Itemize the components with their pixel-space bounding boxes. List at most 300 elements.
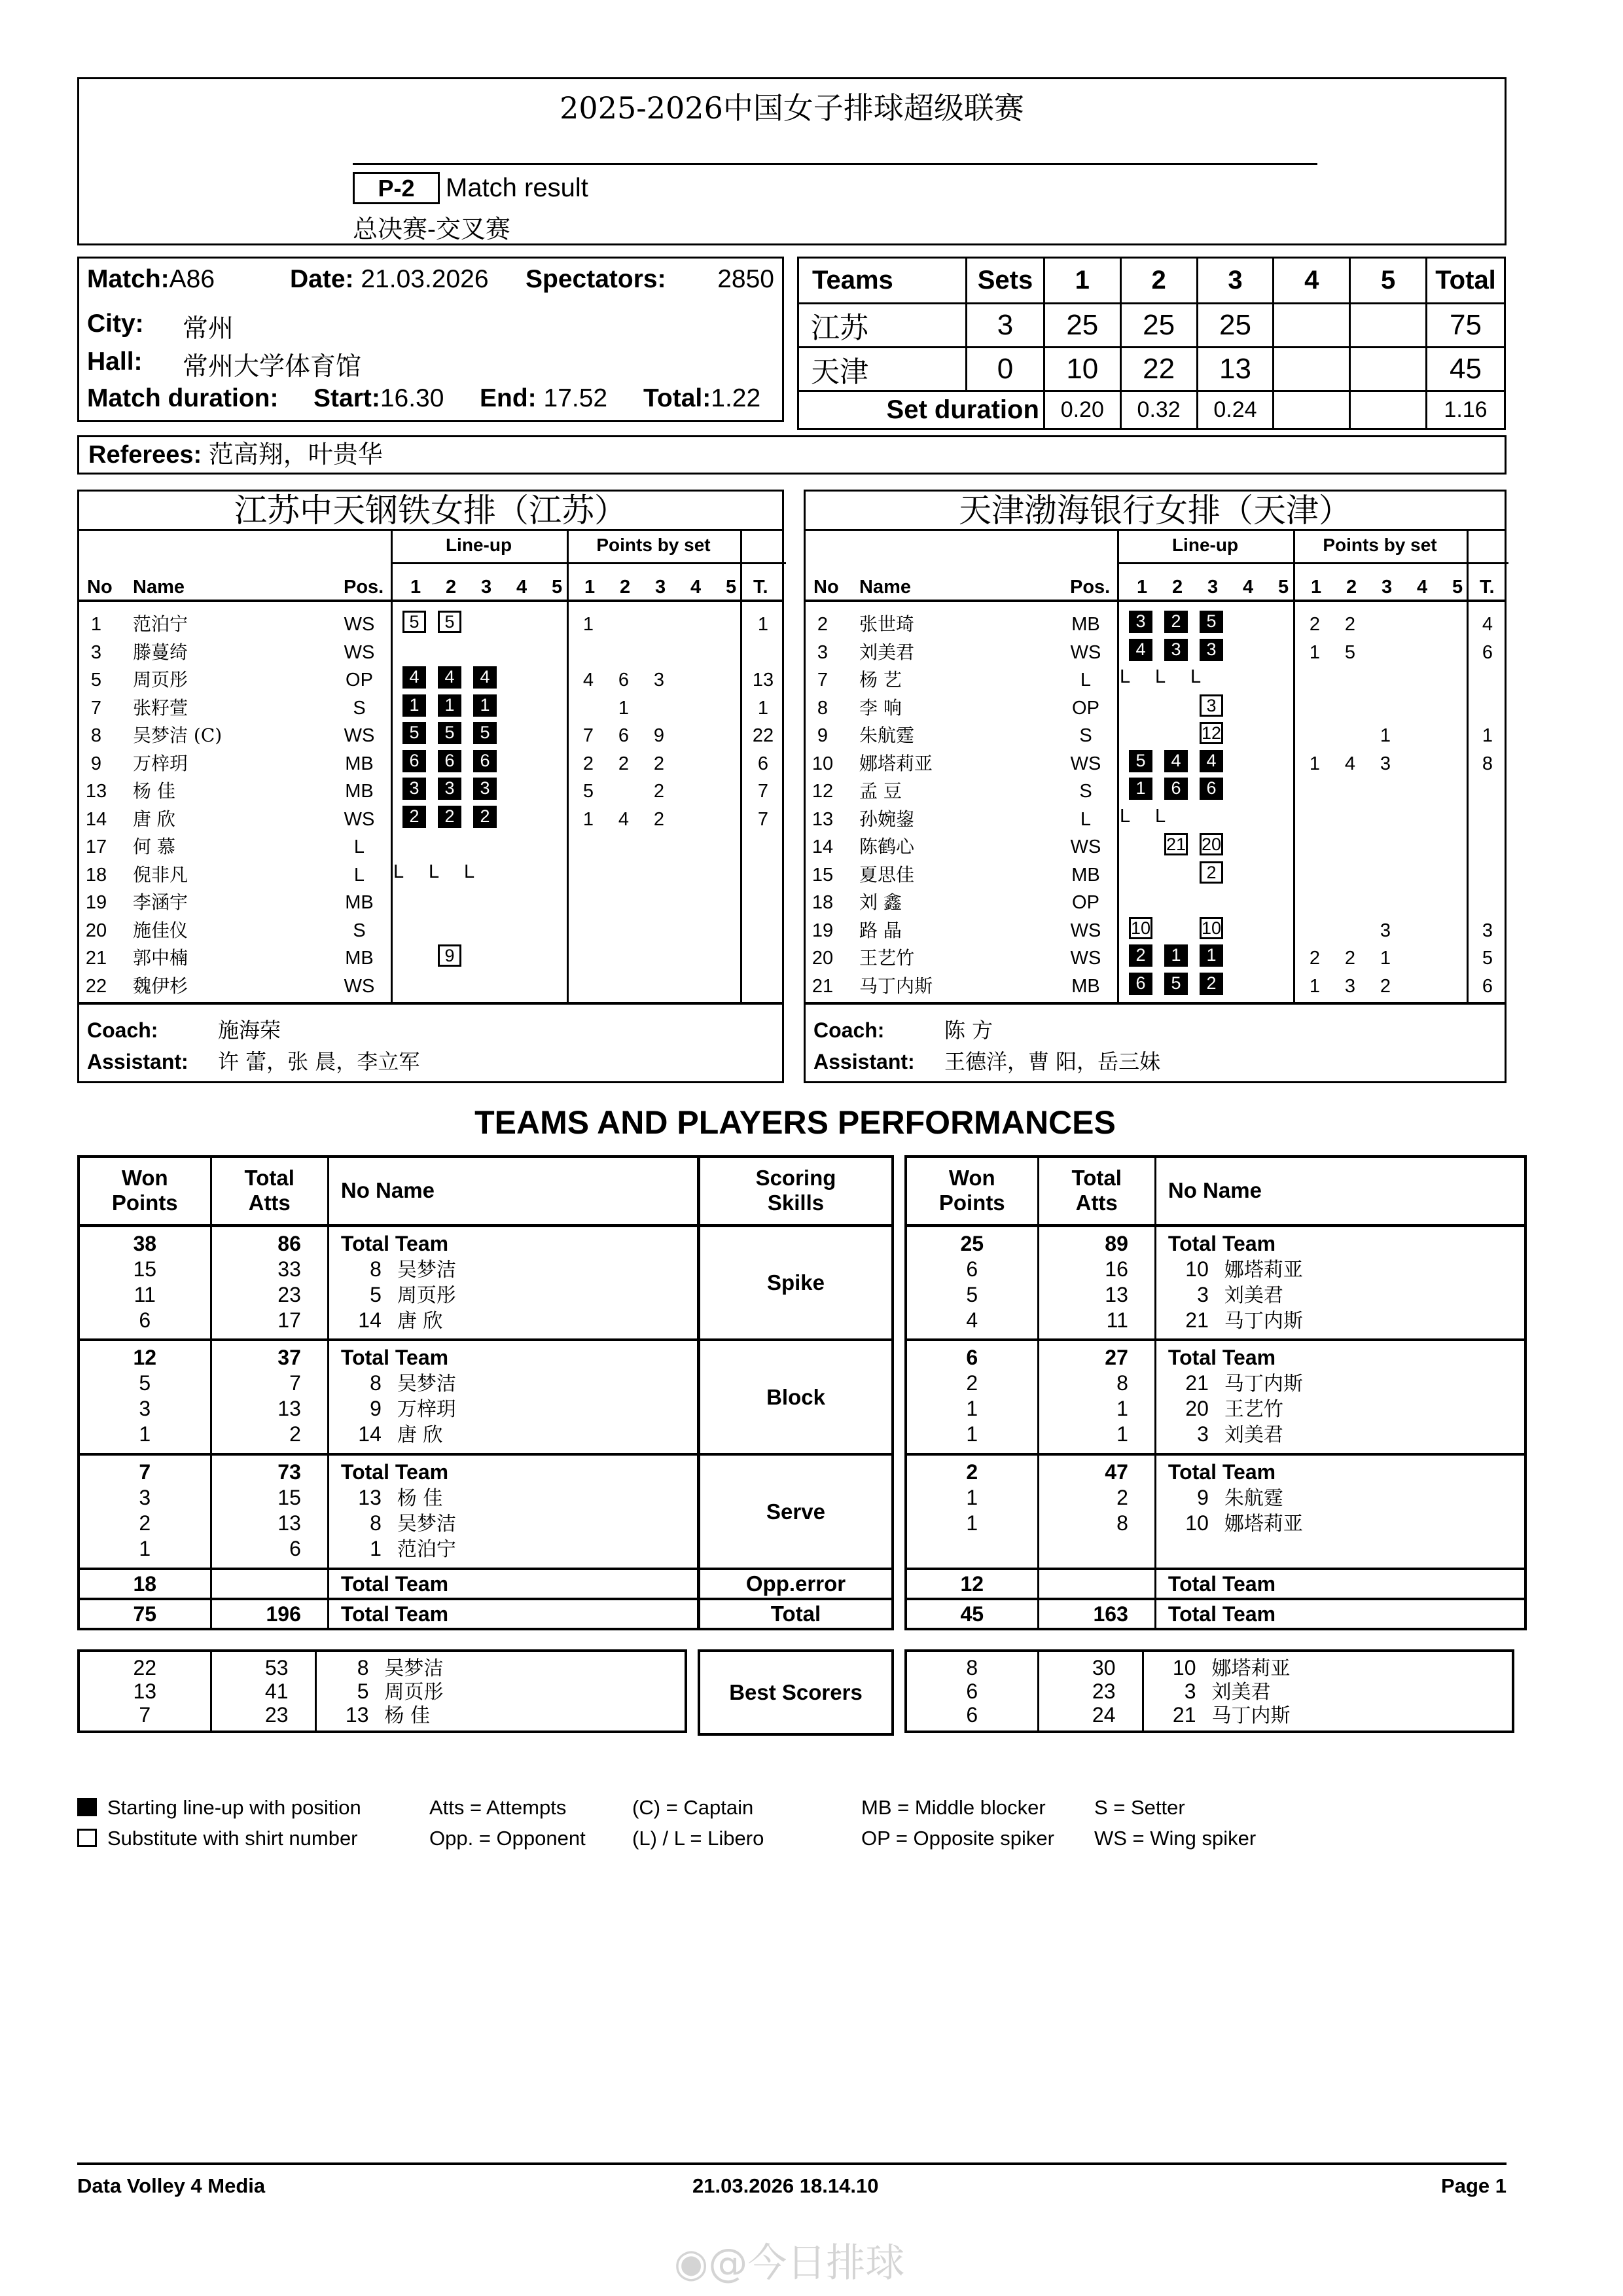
player-row bbox=[79, 833, 786, 861]
hall-value: 常州大学体育馆 bbox=[183, 352, 362, 382]
set-points: 3 bbox=[653, 670, 665, 691]
player-name: 杨 佳 bbox=[397, 1487, 443, 1510]
match-info-panel bbox=[77, 257, 784, 422]
player-number: 8 bbox=[370, 1511, 382, 1535]
total-team-label: Total Team bbox=[1168, 1460, 1276, 1484]
total-row bbox=[79, 1599, 698, 1629]
set-points: 2 bbox=[653, 781, 665, 802]
team-won-points: 18 bbox=[79, 1569, 211, 1599]
set1-header: 1 bbox=[1044, 258, 1120, 304]
player-number: 18 bbox=[812, 892, 834, 913]
player-name: 唐 欣 bbox=[397, 1309, 443, 1333]
scorer-total-atts: 53 bbox=[264, 1656, 289, 1679]
lineup-set-header: 5 bbox=[1278, 577, 1289, 598]
scorer-name: 吴梦洁 bbox=[384, 1657, 444, 1680]
player-name: 周页彤 bbox=[397, 1283, 456, 1307]
starting-position-box: 4 bbox=[473, 666, 497, 689]
player-total-points: 7 bbox=[757, 808, 769, 830]
player-number: 14 bbox=[358, 1308, 382, 1332]
legend-captain: (C) = Captain bbox=[632, 1796, 754, 1819]
set-points: 2 bbox=[582, 753, 594, 774]
away-team-roster bbox=[804, 490, 1507, 1083]
scorer-entry bbox=[329, 1656, 685, 1679]
player-number: 17 bbox=[85, 836, 107, 857]
team-total-atts: 47 bbox=[1105, 1460, 1128, 1484]
player-name: 滕蔓绮 bbox=[133, 641, 188, 663]
player-position: OP bbox=[1072, 697, 1099, 719]
player-name: 吴梦洁 bbox=[397, 1372, 456, 1395]
player-number: 20 bbox=[812, 948, 834, 969]
player-entry bbox=[1168, 1308, 1525, 1333]
player-position: WS bbox=[344, 641, 375, 663]
player-entry bbox=[1168, 1282, 1525, 1308]
starting-position-box: 2 bbox=[402, 806, 426, 828]
player-total-points: 3 bbox=[1482, 920, 1493, 941]
player-name: 陈鹤心 bbox=[859, 836, 915, 857]
player-row bbox=[79, 694, 786, 722]
substitute-box: 12 bbox=[1200, 722, 1223, 744]
player-row bbox=[79, 861, 786, 889]
home-team-name: 江苏 bbox=[798, 304, 967, 348]
home-sets: 3 bbox=[967, 304, 1044, 348]
scorer-entry bbox=[1156, 1703, 1512, 1727]
away-set1: 10 bbox=[1044, 348, 1120, 391]
best-scorers-table bbox=[904, 1649, 1514, 1733]
set3-header: 3 bbox=[1197, 258, 1274, 304]
player-row bbox=[806, 639, 1508, 666]
player-number: 20 bbox=[85, 920, 107, 941]
substitute-box: 2 bbox=[1200, 861, 1223, 884]
player-total-atts: 33 bbox=[277, 1257, 301, 1281]
coach-rule bbox=[806, 1002, 1505, 1005]
player-number: 22 bbox=[85, 975, 107, 997]
scorer-won-points: 6 bbox=[966, 1679, 978, 1703]
player-name: 唐 欣 bbox=[397, 1424, 443, 1446]
spike-section bbox=[79, 1225, 698, 1340]
player-total-atts: 1 bbox=[1116, 1422, 1128, 1446]
player-won-points: 15 bbox=[133, 1257, 157, 1281]
scorer-name: 刘美君 bbox=[1211, 1681, 1271, 1704]
player-entry bbox=[1168, 1511, 1525, 1536]
player-total-points: 5 bbox=[1482, 948, 1493, 969]
total-atts-header: Total Atts bbox=[211, 1157, 328, 1225]
player-number: 9 bbox=[1197, 1486, 1209, 1509]
lineup-set-header: 2 bbox=[1172, 577, 1183, 598]
player-position: MB bbox=[1071, 975, 1100, 997]
points-set-header: 5 bbox=[1452, 577, 1463, 598]
player-total-points: 6 bbox=[1482, 641, 1493, 663]
player-name: 娜塔莉亚 bbox=[1224, 1513, 1303, 1535]
player-name: 刘美君 bbox=[859, 641, 915, 663]
player-position: WS bbox=[344, 614, 375, 635]
player-won-points: 2 bbox=[966, 1371, 978, 1395]
player-won-points: 2 bbox=[139, 1511, 151, 1535]
player-name: 唐 欣 bbox=[133, 808, 175, 830]
player-entry bbox=[341, 1371, 698, 1396]
total-value: 1.22 bbox=[711, 384, 761, 412]
lineup-set-header: 5 bbox=[552, 577, 563, 598]
player-row bbox=[806, 666, 1508, 694]
set-points: 4 bbox=[618, 808, 630, 830]
home-set3: 25 bbox=[1197, 304, 1274, 348]
player-entry bbox=[341, 1485, 698, 1511]
player-name: 王艺竹 bbox=[859, 947, 915, 969]
serve-section bbox=[906, 1454, 1525, 1569]
lineup-set-header: 4 bbox=[516, 577, 527, 598]
substitute-box: 21 bbox=[1164, 833, 1188, 855]
player-number: 8 bbox=[817, 697, 829, 719]
opp_error-row bbox=[79, 1569, 698, 1599]
starting-position-box: 4 bbox=[1164, 750, 1188, 772]
player-won-points: 1 bbox=[966, 1511, 978, 1535]
pos-header: Pos. bbox=[1070, 577, 1111, 598]
player-name: 范泊宁 bbox=[397, 1538, 456, 1561]
player-number: 3 bbox=[90, 641, 102, 663]
set-points: 2 bbox=[653, 808, 665, 830]
set-points: 2 bbox=[1309, 948, 1321, 969]
libero-marker: L bbox=[1155, 666, 1166, 687]
team-total-atts: 163 bbox=[1038, 1599, 1155, 1629]
player-position: MB bbox=[1071, 614, 1100, 635]
player-number: 8 bbox=[90, 725, 102, 746]
scoring-skills-header: Scoring Skills bbox=[699, 1157, 893, 1225]
no-header: No bbox=[87, 577, 113, 598]
player-row bbox=[79, 889, 786, 916]
player-row bbox=[806, 722, 1508, 749]
points-set-header: 1 bbox=[1311, 577, 1322, 598]
player-row bbox=[806, 973, 1508, 1000]
watermark-text: @今日排球 bbox=[708, 2240, 905, 2286]
spectators-value: 2850 bbox=[717, 265, 774, 293]
empty-square-icon bbox=[77, 1829, 97, 1847]
coach-rule bbox=[79, 1002, 782, 1005]
player-name: 何 慕 bbox=[133, 836, 175, 857]
set-points: 5 bbox=[582, 781, 594, 802]
set-points: 1 bbox=[618, 697, 630, 719]
substitute-box: 3 bbox=[1200, 694, 1223, 717]
player-row bbox=[79, 778, 786, 805]
player-name: 魏伊杉 bbox=[133, 975, 188, 997]
starting-position-box: 3 bbox=[402, 778, 426, 800]
set-points: 3 bbox=[1344, 975, 1356, 997]
player-name: 杨 艺 bbox=[859, 669, 902, 691]
substitute-box: 5 bbox=[438, 611, 461, 633]
set-points: 3 bbox=[1380, 753, 1391, 774]
city-label: City: bbox=[87, 310, 144, 338]
player-position: S bbox=[1079, 725, 1092, 746]
player-position: MB bbox=[345, 781, 374, 802]
player-name: 张籽萱 bbox=[133, 696, 188, 719]
player-entry bbox=[341, 1536, 698, 1562]
starting-position-box: 3 bbox=[1200, 639, 1223, 661]
player-won-points: 5 bbox=[139, 1371, 151, 1395]
set-points: 6 bbox=[618, 725, 630, 746]
player-entry bbox=[341, 1257, 698, 1282]
player-total-points: 1 bbox=[1482, 725, 1493, 746]
skill-label: Total bbox=[699, 1599, 893, 1629]
weibo-watermark bbox=[674, 2232, 904, 2288]
player-row bbox=[806, 917, 1508, 944]
scorer-entry bbox=[1156, 1679, 1512, 1703]
team-won-points: 45 bbox=[906, 1599, 1038, 1629]
player-row bbox=[806, 944, 1508, 972]
player-entry bbox=[341, 1396, 698, 1422]
set-points: 2 bbox=[1380, 975, 1391, 997]
set4-header: 4 bbox=[1274, 258, 1350, 304]
scorer-total-atts: 23 bbox=[264, 1703, 289, 1727]
set2-header: 2 bbox=[1120, 258, 1197, 304]
player-name: 孟 豆 bbox=[859, 780, 902, 802]
player-total-points: 8 bbox=[1482, 753, 1493, 774]
legend-atts: Atts = Attempts bbox=[429, 1796, 567, 1819]
player-number: 2 bbox=[817, 614, 829, 635]
total-duration: 1.16 bbox=[1427, 391, 1505, 429]
away-team-name: 天津 bbox=[798, 348, 967, 391]
total-team-label: Total Team bbox=[340, 1346, 449, 1369]
legend-s: S = Setter bbox=[1094, 1796, 1185, 1819]
player-name: 马丁内斯 bbox=[1224, 1309, 1303, 1333]
legend-ws: WS = Wing spiker bbox=[1094, 1827, 1257, 1850]
player-name: 吴梦洁 (C) bbox=[133, 725, 223, 746]
starting-position-box: 4 bbox=[1129, 639, 1152, 661]
date-label: Date: bbox=[290, 265, 354, 293]
home-set1: 25 bbox=[1044, 304, 1120, 348]
substitute-box: 10 bbox=[1129, 917, 1152, 939]
total-atts-header: Total Atts bbox=[1038, 1157, 1155, 1225]
player-total-atts: 13 bbox=[1105, 1282, 1128, 1306]
assistant-names: 许 蕾，张 晨，李立军 bbox=[218, 1049, 420, 1074]
player-total-points: 6 bbox=[757, 753, 769, 774]
header-rule bbox=[353, 163, 1317, 165]
total-team-label: Total Team bbox=[1168, 1231, 1276, 1255]
home-set5 bbox=[1350, 304, 1427, 348]
best-scorers-label: Best Scorers bbox=[698, 1649, 894, 1736]
player-total-atts: 7 bbox=[289, 1371, 301, 1395]
starting-position-box: 1 bbox=[1129, 778, 1152, 800]
player-name: 朱航霆 bbox=[859, 725, 915, 746]
legend-op: OP = Opposite spiker bbox=[861, 1827, 1054, 1850]
starting-position-box: 5 bbox=[402, 722, 426, 744]
scorer-entry bbox=[1156, 1656, 1512, 1679]
home-total: 75 bbox=[1427, 304, 1505, 348]
group-header-rule bbox=[391, 562, 786, 564]
points-by-set-header: Points by set bbox=[1323, 535, 1437, 555]
player-row bbox=[79, 639, 786, 666]
player-number: 21 bbox=[85, 948, 107, 969]
set-points: 3 bbox=[1380, 920, 1391, 941]
lineup-header: Line-up bbox=[445, 535, 512, 555]
player-number: 3 bbox=[817, 641, 829, 663]
performance-table bbox=[904, 1155, 1527, 1630]
home-set4 bbox=[1274, 304, 1350, 348]
set-score-table bbox=[797, 257, 1506, 430]
column-header-rule bbox=[806, 600, 1505, 602]
player-number: 12 bbox=[812, 781, 834, 802]
coach-name: 施海荣 bbox=[218, 1018, 281, 1043]
starting-position-box: 3 bbox=[473, 778, 497, 800]
lineup-set-header: 3 bbox=[481, 577, 492, 598]
scorer-number: 10 bbox=[1172, 1656, 1196, 1679]
player-row bbox=[806, 694, 1508, 722]
team-won-points: 25 bbox=[960, 1231, 984, 1255]
player-entry bbox=[1168, 1422, 1525, 1447]
player-won-points: 1 bbox=[139, 1422, 151, 1446]
set-points: 1 bbox=[1380, 725, 1391, 746]
scorer-won-points: 22 bbox=[133, 1656, 157, 1679]
player-entry bbox=[341, 1308, 698, 1333]
team-total-atts bbox=[1038, 1569, 1155, 1599]
player-row bbox=[79, 973, 786, 1000]
home-set2: 25 bbox=[1120, 304, 1197, 348]
player-name: 李 响 bbox=[859, 696, 902, 719]
team-total-atts: 196 bbox=[211, 1599, 328, 1629]
player-position: WS bbox=[1070, 641, 1101, 663]
scorer-won-points: 8 bbox=[966, 1656, 978, 1679]
team-won-points: 75 bbox=[79, 1599, 211, 1629]
player-name: 张世琦 bbox=[859, 613, 915, 635]
team-total-atts bbox=[211, 1569, 328, 1599]
player-total-atts: 13 bbox=[277, 1511, 301, 1535]
player-number: 19 bbox=[85, 892, 107, 913]
player-name: 马丁内斯 bbox=[859, 975, 933, 997]
player-position: WS bbox=[1070, 753, 1101, 774]
starting-position-box: 2 bbox=[1129, 944, 1152, 967]
home-team-roster bbox=[77, 490, 784, 1083]
skill-label: Spike bbox=[699, 1225, 893, 1340]
set-points: 2 bbox=[1344, 614, 1356, 635]
player-total-atts: 13 bbox=[277, 1397, 301, 1420]
lineup-set-header: 1 bbox=[1137, 577, 1148, 598]
lineup-set-header: 4 bbox=[1243, 577, 1254, 598]
set-points: 1 bbox=[1309, 641, 1321, 663]
skill-label: Block bbox=[699, 1340, 893, 1454]
player-position: WS bbox=[1070, 948, 1101, 969]
player-total-atts: 16 bbox=[1105, 1257, 1128, 1281]
team-won-points: 12 bbox=[133, 1346, 157, 1369]
total-points-header: T. bbox=[1480, 577, 1495, 598]
player-number: 14 bbox=[85, 808, 107, 830]
scorer-won-points: 13 bbox=[133, 1679, 157, 1703]
coach-name: 陈 方 bbox=[944, 1018, 993, 1043]
performances-title: TEAMS AND PLAYERS PERFORMANCES bbox=[474, 1104, 1116, 1141]
no-name-header: No Name bbox=[328, 1157, 698, 1225]
player-row bbox=[79, 944, 786, 972]
legend-opp: Opp. = Opponent bbox=[429, 1827, 586, 1850]
page-code-badge: P-2 bbox=[353, 172, 440, 204]
player-position: WS bbox=[344, 725, 375, 746]
starting-position-box: 1 bbox=[402, 694, 426, 717]
player-total-points: 4 bbox=[1482, 614, 1493, 635]
scorer-total-atts: 41 bbox=[264, 1679, 289, 1703]
set-points: 1 bbox=[1309, 975, 1321, 997]
player-number: 3 bbox=[1197, 1282, 1209, 1306]
starting-position-box: 3 bbox=[1164, 639, 1188, 661]
player-position: WS bbox=[1070, 920, 1101, 941]
player-name: 周页彤 bbox=[133, 669, 188, 691]
stage-label: 总决赛-交叉赛 bbox=[353, 215, 510, 243]
team-total-atts: 73 bbox=[277, 1460, 301, 1484]
away-set3: 13 bbox=[1197, 348, 1274, 391]
player-number: 10 bbox=[812, 753, 834, 774]
total-header: Total bbox=[1427, 258, 1505, 304]
libero-marker: L bbox=[1190, 666, 1202, 687]
points-set-header: 4 bbox=[1417, 577, 1428, 598]
player-number: 13 bbox=[85, 781, 107, 802]
away-total: 45 bbox=[1427, 348, 1505, 391]
libero-marker: L bbox=[464, 861, 475, 882]
starting-position-box: 6 bbox=[1129, 973, 1152, 995]
player-position: WS bbox=[344, 975, 375, 997]
starting-position-box: 2 bbox=[438, 806, 461, 828]
player-name: 万梓玥 bbox=[397, 1398, 456, 1421]
city-value: 常州 bbox=[183, 314, 234, 344]
player-total-atts: 23 bbox=[277, 1282, 301, 1306]
scorer-name: 周页彤 bbox=[384, 1681, 444, 1704]
coach-line bbox=[87, 1014, 281, 1044]
set-points: 2 bbox=[653, 753, 665, 774]
scorer-total-atts: 30 bbox=[1092, 1656, 1116, 1679]
scorer-won-points: 7 bbox=[139, 1703, 151, 1727]
points-set-header: 4 bbox=[690, 577, 702, 598]
player-total-atts: 8 bbox=[1116, 1371, 1128, 1395]
player-entry bbox=[341, 1422, 698, 1447]
substitute-box: 10 bbox=[1200, 917, 1223, 939]
legend-starting bbox=[77, 1796, 361, 1820]
player-number: 9 bbox=[90, 753, 102, 774]
total-team-label: Total Team bbox=[1155, 1569, 1525, 1599]
team-total-atts: 37 bbox=[277, 1346, 301, 1369]
points-by-set-header: Points by set bbox=[596, 535, 711, 555]
set-points: 2 bbox=[1344, 948, 1356, 969]
set1-duration: 0.20 bbox=[1044, 391, 1120, 429]
player-number: 13 bbox=[812, 808, 834, 830]
player-row bbox=[806, 861, 1508, 889]
player-number: 8 bbox=[370, 1257, 382, 1281]
skill-label: Opp.error bbox=[699, 1569, 893, 1599]
player-row bbox=[806, 833, 1508, 861]
player-number: 21 bbox=[1185, 1308, 1209, 1332]
team-won-points: 12 bbox=[906, 1569, 1038, 1599]
points-set-header: 5 bbox=[726, 577, 737, 598]
assistant-line bbox=[813, 1045, 1160, 1075]
player-entry bbox=[1168, 1485, 1525, 1511]
player-row bbox=[79, 666, 786, 694]
player-number: 15 bbox=[812, 864, 834, 886]
team-won-points: 38 bbox=[133, 1231, 157, 1255]
player-won-points: 1 bbox=[139, 1537, 151, 1560]
player-row bbox=[806, 611, 1508, 638]
total-points-header: T. bbox=[753, 577, 768, 598]
player-total-points: 22 bbox=[752, 725, 774, 746]
player-total-points: 13 bbox=[752, 670, 774, 691]
lineup-set-header: 1 bbox=[410, 577, 421, 598]
team-won-points: 2 bbox=[966, 1460, 978, 1484]
total-team-label: Total Team bbox=[1155, 1599, 1525, 1629]
player-position: S bbox=[353, 697, 366, 719]
name-header: Name bbox=[133, 577, 185, 598]
footer-page-number: Page 1 bbox=[1441, 2174, 1507, 2197]
scorer-number: 3 bbox=[1184, 1679, 1196, 1703]
player-number: 10 bbox=[1185, 1257, 1209, 1281]
scorer-number: 8 bbox=[357, 1656, 369, 1679]
lineup-set-header: 2 bbox=[446, 577, 457, 598]
player-won-points: 5 bbox=[966, 1282, 978, 1306]
player-won-points: 3 bbox=[139, 1397, 151, 1420]
assistant-line bbox=[87, 1045, 419, 1075]
player-row bbox=[79, 917, 786, 944]
scorer-name: 杨 佳 bbox=[384, 1704, 431, 1727]
won-points-header: Won Points bbox=[906, 1157, 1038, 1225]
